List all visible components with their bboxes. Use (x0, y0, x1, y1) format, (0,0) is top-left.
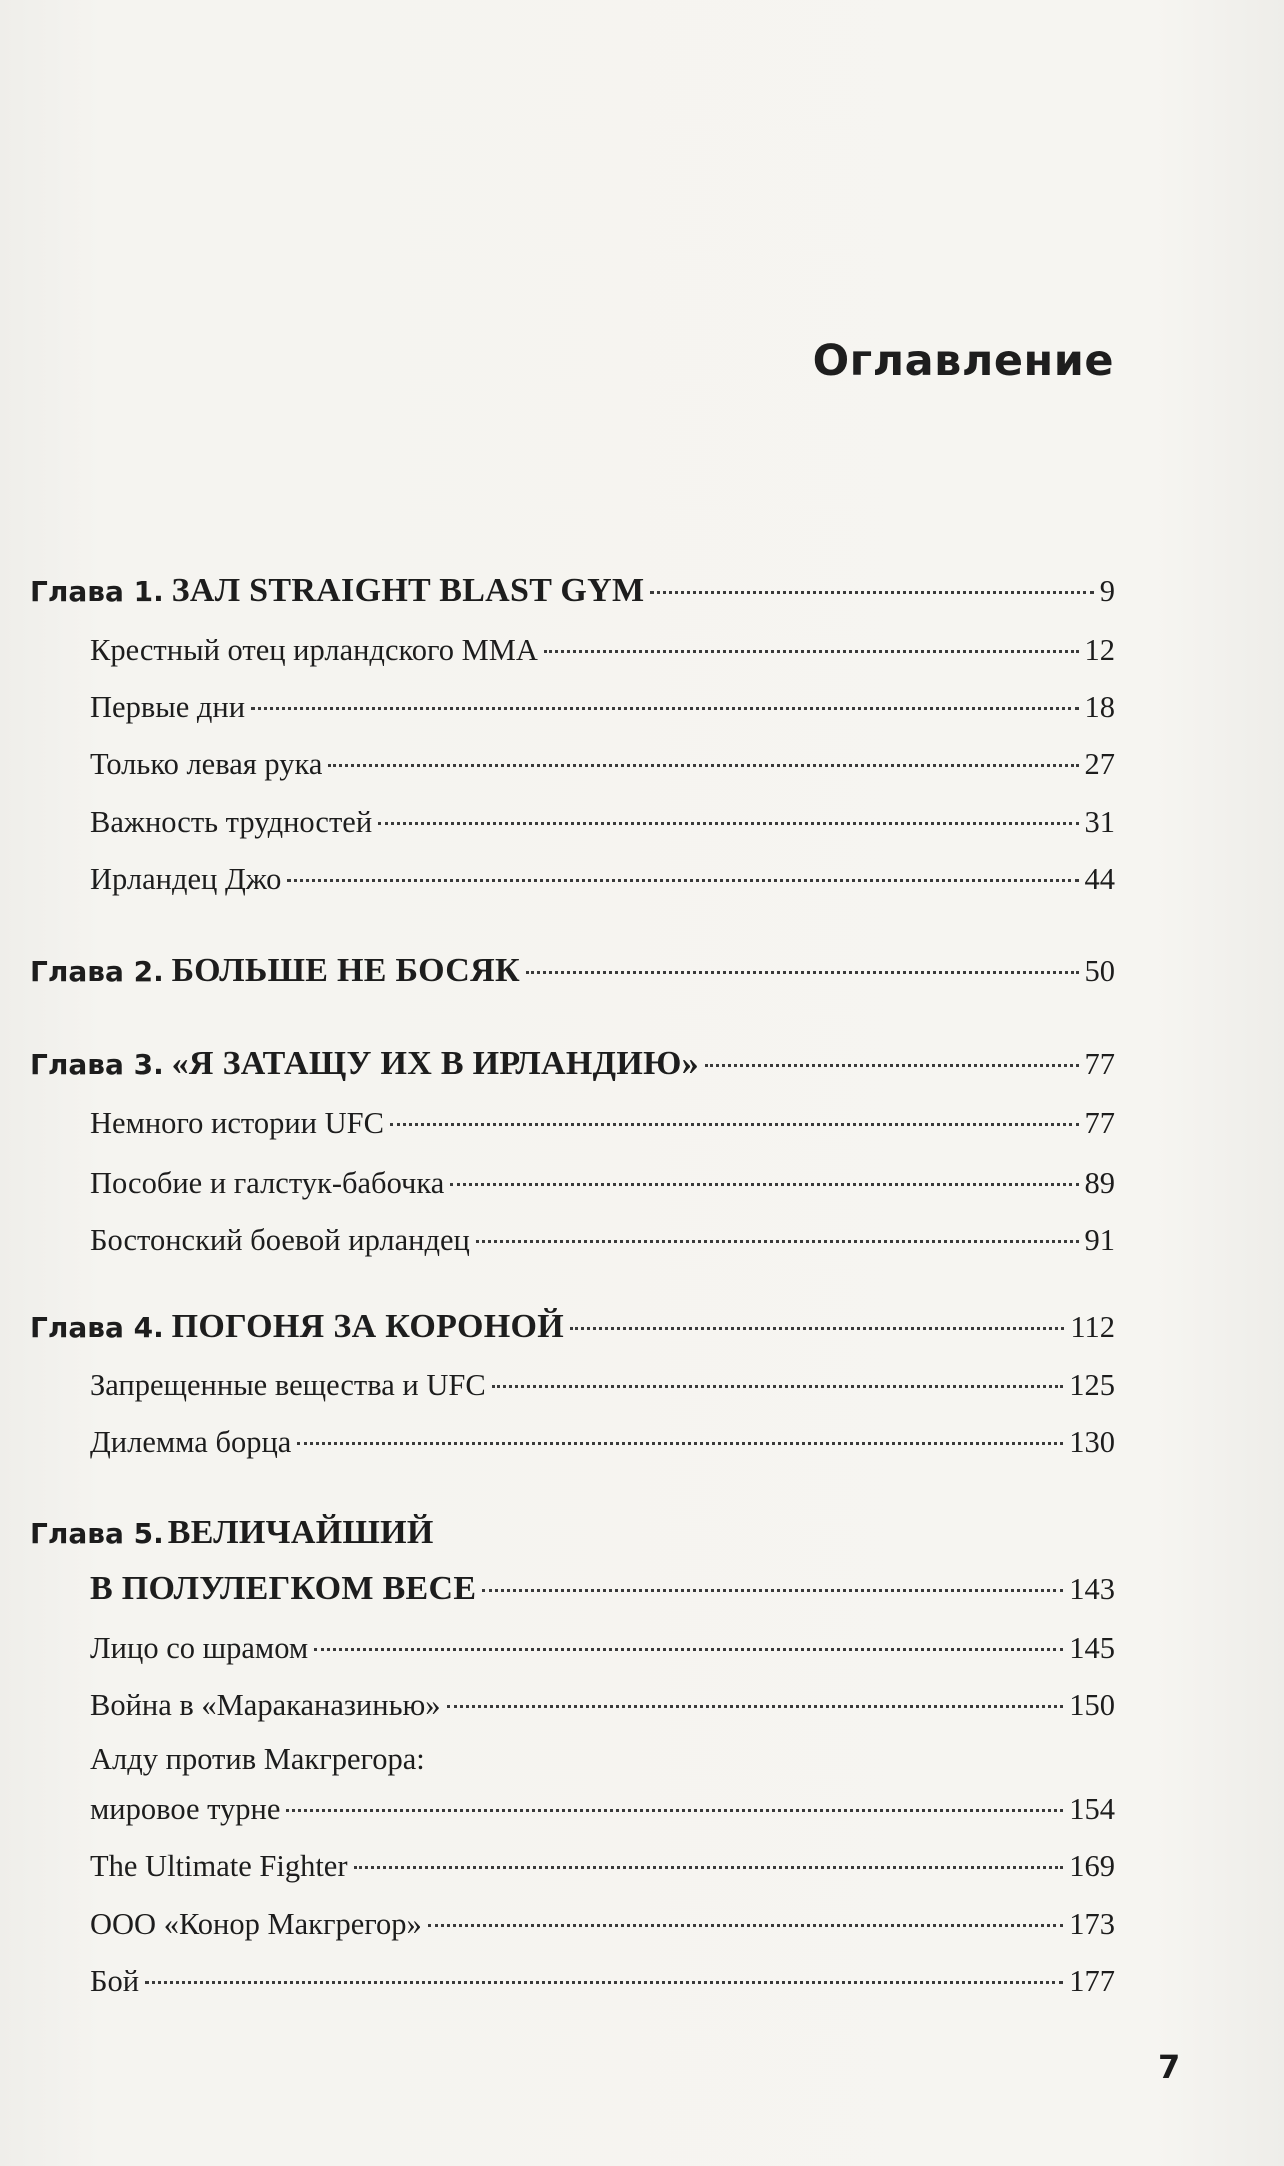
toc-chapter-1[interactable] (30, 572, 1115, 610)
toc-section[interactable] (90, 1106, 1115, 1141)
chapter-page-number: 50 (1084, 954, 1115, 988)
toc-section[interactable] (90, 1631, 1115, 1666)
dot-leader (297, 1442, 1063, 1445)
toc-chapter-5-line1[interactable] (30, 1514, 434, 1552)
chapter-label-continued (90, 1570, 476, 1608)
toc-section[interactable] (90, 1849, 1115, 1884)
section-page-number: 89 (1084, 1166, 1115, 1200)
section-title: Война в «Мараканазинью» (90, 1688, 441, 1722)
section-page-number: 169 (1069, 1849, 1115, 1883)
toc-section[interactable] (90, 862, 1115, 897)
dot-leader (428, 1924, 1064, 1927)
dot-leader (390, 1123, 1079, 1126)
section-title: Бостонский боевой ирландец (90, 1223, 470, 1257)
section-page-number: 150 (1069, 1688, 1115, 1722)
dot-leader (705, 1064, 1079, 1067)
chapter-page-number: 143 (1069, 1572, 1115, 1606)
dot-leader (314, 1648, 1063, 1651)
dot-leader (526, 971, 1079, 974)
section-page-number: 177 (1069, 1964, 1115, 1998)
chapter-label (30, 1308, 564, 1346)
page-title: Оглавление (812, 336, 1114, 386)
dot-leader (287, 879, 1078, 882)
section-title: Запрещенные вещества и UFC (90, 1368, 486, 1402)
dot-leader (328, 764, 1078, 767)
section-title: Алду против Макгрегора: (90, 1742, 425, 1776)
dot-leader (650, 591, 1093, 594)
section-title: Бой (90, 1964, 140, 1998)
section-page-number: 130 (1069, 1425, 1115, 1459)
dot-leader (354, 1866, 1064, 1869)
section-page-number: 145 (1069, 1631, 1115, 1665)
toc-section[interactable] (90, 1907, 1115, 1942)
section-page-number: 27 (1084, 747, 1115, 781)
section-page-number: 91 (1084, 1223, 1115, 1257)
toc-section[interactable] (90, 1964, 1115, 1999)
section-title: Немного истории UFC (90, 1106, 384, 1140)
chapter-title: БОЛЬШЕ НЕ БОСЯК (171, 952, 520, 989)
chapter-title: ПОГОНЯ ЗА КОРОНОЙ (171, 1308, 564, 1345)
chapter-prefix: Глава 4. (30, 1311, 164, 1344)
chapter-title: ЗАЛ STRAIGHT BLAST GYM (171, 572, 645, 609)
section-title: Первые дни (90, 690, 246, 724)
section-title: The Ultimate Fighter (90, 1849, 348, 1883)
dot-leader (476, 1240, 1079, 1243)
chapter-label (30, 1045, 699, 1083)
chapter-label (30, 572, 644, 610)
section-page-number: 77 (1084, 1106, 1115, 1140)
toc-chapter-5-line2[interactable] (90, 1570, 1115, 1608)
dot-leader (492, 1385, 1064, 1388)
dot-leader (378, 822, 1078, 825)
page-number: 7 (1158, 2048, 1181, 2086)
toc-section[interactable] (90, 805, 1115, 840)
toc-chapter-3[interactable] (30, 1045, 1115, 1083)
toc-section[interactable] (90, 690, 1115, 725)
section-title: Важность трудностей (90, 805, 373, 839)
section-page-number: 154 (1069, 1792, 1115, 1826)
section-page-number: 12 (1084, 633, 1115, 667)
section-page-number: 44 (1084, 862, 1115, 896)
toc-section[interactable] (90, 1368, 1115, 1403)
dot-leader (145, 1981, 1063, 1984)
chapter-page-number: 9 (1099, 574, 1115, 608)
dot-leader (570, 1327, 1064, 1330)
chapter-label (30, 1514, 434, 1551)
section-title: Только левая рука (90, 747, 323, 781)
dot-leader (482, 1589, 1063, 1592)
toc-section-line2[interactable] (90, 1792, 1115, 1827)
section-page-number: 31 (1084, 805, 1115, 839)
section-page-number: 125 (1069, 1368, 1115, 1402)
chapter-prefix: Глава 2. (30, 955, 164, 988)
dot-leader (447, 1705, 1064, 1708)
toc-section[interactable] (90, 747, 1115, 782)
section-title: ООО «Конор Макгрегор» (90, 1907, 422, 1941)
toc-chapter-4[interactable] (30, 1308, 1115, 1346)
section-title: Ирландец Джо (90, 862, 282, 896)
section-title: Крестный отец ирландского ММА (90, 633, 538, 667)
section-title: Лицо со шрамом (90, 1631, 309, 1665)
chapter-page-number: 112 (1070, 1310, 1115, 1344)
dot-leader (286, 1809, 1063, 1812)
toc-section[interactable] (90, 1166, 1115, 1201)
toc-section[interactable] (90, 1223, 1115, 1258)
section-title-continued: мировое турне (90, 1792, 281, 1826)
chapter-title: ВЕЛИЧАЙШИЙ (167, 1514, 434, 1551)
chapter-title: «Я ЗАТАЩУ ИХ В ИРЛАНДИЮ» (171, 1045, 699, 1082)
chapter-page-number: 77 (1084, 1047, 1115, 1081)
section-page-number: 173 (1069, 1907, 1115, 1941)
section-title: Пособие и галстук-бабочка (90, 1166, 445, 1200)
chapter-title-continued: В ПОЛУЛЕГКОМ ВЕСЕ (90, 1570, 477, 1607)
dot-leader (450, 1183, 1078, 1186)
chapter-label (30, 952, 520, 990)
chapter-prefix: Глава 5. (30, 1517, 164, 1550)
chapter-prefix: Глава 1. (30, 575, 164, 608)
toc-section-line1[interactable] (90, 1742, 425, 1777)
toc-section[interactable] (90, 1425, 1115, 1460)
section-title: Дилемма борца (90, 1425, 292, 1459)
section-page-number: 18 (1084, 690, 1115, 724)
toc-section[interactable] (90, 633, 1115, 668)
dot-leader (251, 707, 1078, 710)
toc-chapter-2[interactable] (30, 952, 1115, 990)
dot-leader (544, 650, 1079, 653)
chapter-prefix: Глава 3. (30, 1048, 164, 1081)
toc-section[interactable] (90, 1688, 1115, 1723)
